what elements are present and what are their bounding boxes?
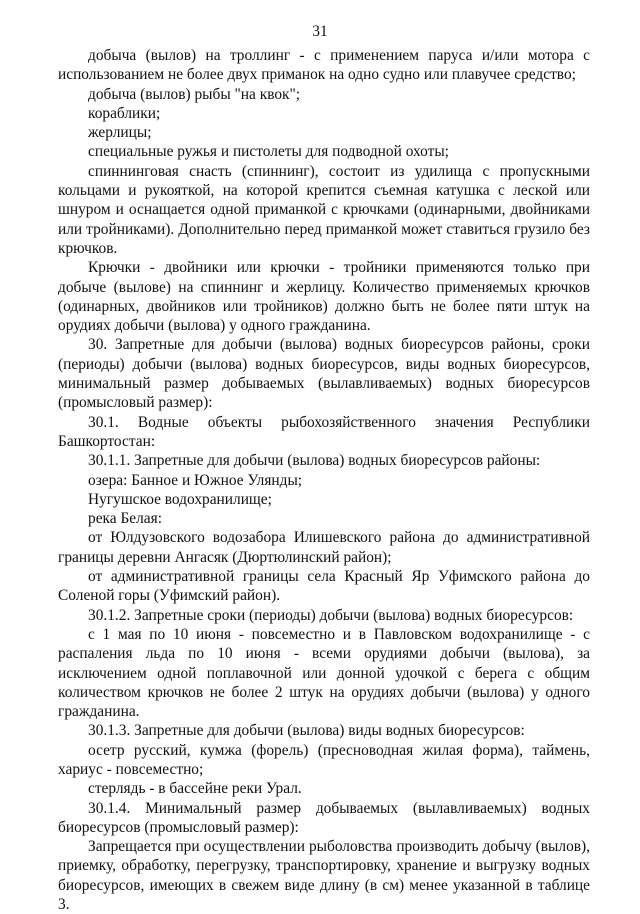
paragraph-may-june: с 1 мая по 10 июня - повсеместно и в Павловском водохранилище - с распаления льда по 10 июня - всеми орудиями добычи (вылова), за исключением одной поплавочной или донной удочкой с берега с общим количеством крючков не более 2 штук на орудиях добычи (вылова) у одного гражданина.	[58, 625, 590, 721]
paragraph-krasny-yar: от административной границы села Красный Яр Уфимского района до Соленой горы (Уфимский район).	[58, 568, 590, 605]
paragraph-sturgeon: осетр русский, кумжа (форель) (пресноводная жилая форма), таймень, хариус - повсеместно;	[58, 741, 590, 778]
paragraph-hooks: Крючки - двойники или крючки - тройники применяются только при добыче (вылове) на спиннинг и жерлицу. Количество применяемых крючков (одинарных, двойников или тройников) должно быть не более пяти штук на орудиях добычи (вылова) у одного гражданина.	[58, 259, 590, 335]
paragraph-zherlitsy: жерлицы;	[88, 124, 152, 142]
paragraph-lakes: озера: Банное и Южное Улянды;	[88, 471, 303, 489]
page-number: 31	[312, 23, 328, 40]
paragraph-sterlet: стерлядь - в бассейне реки Урал.	[88, 780, 302, 798]
paragraph-section-30-1-4: 30.1.4. Минимальный размер добываемых (вылавливаемых) водных биоресурсов (промысловый размер):	[58, 799, 590, 836]
paragraph-section-30-1: 30.1. Водные объекты рыбохозяйственного значения Республики Башкортостан:	[58, 413, 590, 450]
paragraph-kvok: добыча (вылов) рыбы "на квок";	[88, 85, 301, 103]
paragraph-spinning: спиннинговая снасть (спиннинг), состоит из удилища с пропускными кольцами и рукояткой, на которой крепится съемная катушка с леской или шнуром и оснащается одной приманкой с крючками (одинарными, двойниками или тройниками). Дополнительно перед приманкой может ставиться грузило без крючков.	[58, 162, 590, 257]
paragraph-section-30-1-2: 30.1.2. Запретные сроки (периоды) добычи (вылова) водных биоресурсов:	[88, 606, 574, 624]
paragraph-trolling: добыча (вылов) на троллинг - с применением паруса и/или мотора с использованием не более двух приманок на одно судно или плавучее средство;	[58, 47, 590, 84]
paragraph-section-30: 30. Запретные для добычи (вылова) водных биоресурсов районы, сроки (периоды) добычи (вылова) водных биоресурсов, виды водных биоресурсов, минимальный размер добываемых (вылавливаемых) водных биоресурсов (промысловый размер):	[58, 336, 590, 412]
paragraph-underwater-guns: специальные ружья и пистолеты для подводной охоты;	[88, 143, 449, 161]
paragraph-yulduz: от Юлдузовского водозабора Илишевского района до административной границы деревни Ангасяк (Дюртюлинский район);	[58, 529, 590, 566]
paragraph-korabliki: кораблики;	[88, 104, 161, 122]
paragraph-nugush: Нугушское водохранилище;	[88, 490, 272, 508]
document-body	[58, 46, 590, 914]
paragraph-prohibition: Запрещается при осуществлении рыболовства производить добычу (вылов), приемку, обработку, перегрузку, транспортировку, хранение и выгрузку водных биоресурсов, имеющих в свежем виде длину (в см) менее указанной в таблице 3.	[58, 838, 590, 914]
paragraph-river-belaya: река Белая:	[88, 510, 162, 528]
paragraph-section-30-1-3: 30.1.3. Запретные для добычи (вылова) виды водных биоресурсов:	[88, 722, 525, 740]
paragraph-section-30-1-1: 30.1.1. Запретные для добычи (вылова) водных биоресурсов районы:	[88, 452, 541, 470]
